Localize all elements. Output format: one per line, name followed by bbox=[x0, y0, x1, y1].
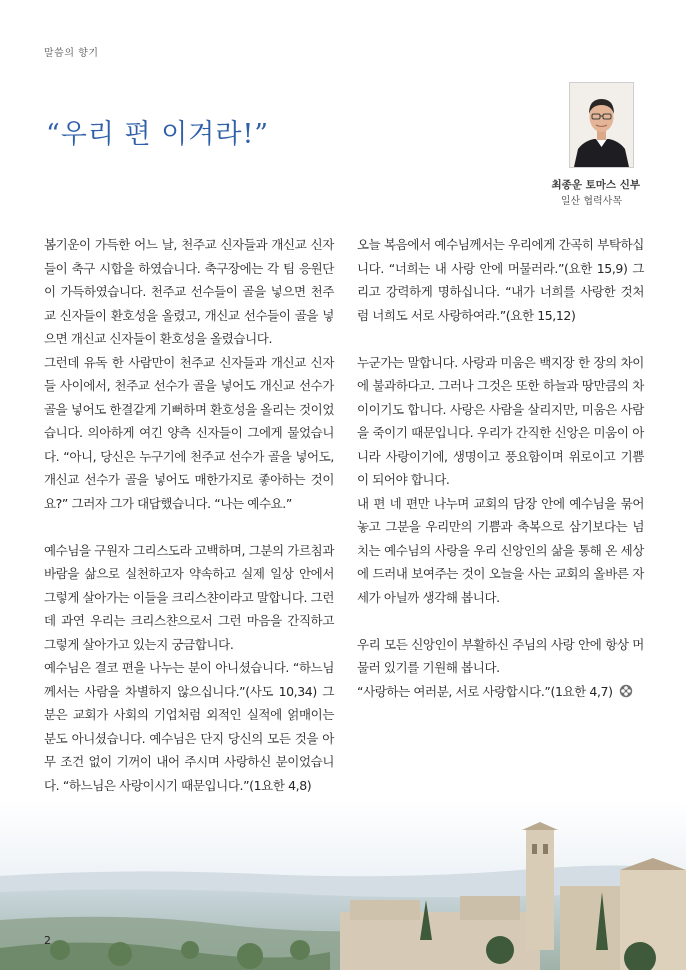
right-column bbox=[357, 233, 644, 703]
page-number: 2 bbox=[44, 934, 51, 947]
paragraph: 예수님을 구원자 그리스도라 고백하며, 그분의 가르침과 바람을 삶으로 실천하고자 약속하고 실제 일상 안에서 그렇게 살아가는 이들을 크리스챤이라고 말합니다. 그런데 과연 우리는 크리스챤으로서 그런 마음을 간직하고 그렇게 살아가고 있는지 궁금합니다. bbox=[44, 542, 334, 652]
section-label: 말씀의 향기 bbox=[44, 48, 99, 59]
left-column bbox=[44, 233, 334, 797]
paragraph: 그런데 유독 한 사람만이 천주교 신자들과 개신교 신자들 사이에서, 천주교 선수가 골을 넣어도 개신교 선수가 골을 넣어도 한결같게 기뻐하며 환호성을 올리는 것이었습니다. 의아하게 여긴 양측 신자들이 그에게 물었습니다. “아니, 당신은 누구기에 천주교 선수가 골을 넣어도, 개신교 선수가 골을 넣어도 매한가지로 좋아하는 것이요?” 그러자 그가 대답했습니다. “나는 예수요.” bbox=[44, 354, 334, 511]
article-title: “우리 편 이겨라!” bbox=[46, 119, 270, 150]
flower-end-mark-icon bbox=[619, 682, 633, 696]
paragraph: 예수님은 결코 편을 나누는 분이 아니셨습니다. “하느님께서는 사람을 차별하지 않으십니다.”(사도 10,34) 그분은 교회가 사회의 기업처럼 외적인 실적에 얽매이는 분도 아니셨습니다. 예수님은 단지 당신의 모든 것을 아무 조건 없이 기꺼이 내어 주시며 사랑하신 분이었습니다. “하느님은 사랑이시기 때문입니다.”(1요한 4,8) bbox=[44, 660, 334, 793]
author-role: 일산 협력사목 bbox=[560, 196, 622, 207]
paragraph: 누군가는 말합니다. 사랑과 미움은 백지장 한 장의 차이에 불과하다고. 그러나 그것은 또한 하늘과 땅만큼의 차이이기도 합니다. 사랑은 사람을 살리지만, 미움은 사람을 죽이기 때문입니다. 우리가 간직한 신앙은 미움이 아니라 사랑이기에, 생명이고 풍요함이며 위로이고 기쁨이 되어야 합니다. bbox=[357, 354, 644, 487]
paragraph: 오늘 복음에서 예수님께서는 우리에게 간곡히 부탁하십니다. “너희는 내 사랑 안에 머물러라.”(요한 15,9) 그리고 강력하게 명하십니다. “내가 너희를 사랑한 것처럼 너희도 서로 사랑하여라.”(요한 15,12) bbox=[357, 237, 644, 323]
assisi-landscape-image bbox=[0, 800, 686, 970]
author-portrait bbox=[569, 82, 634, 168]
closing-line bbox=[357, 680, 644, 704]
author-name: 최종운 토마스 신부 bbox=[551, 179, 640, 191]
paragraph: 내 편 네 편만 나누며 교회의 담장 안에 예수님을 묶어 놓고 그분을 우리만의 기쁨과 축복으로 삼기보다는 넘치는 예수님의 사랑을 우리 신앙인의 삶을 통해 온 세상에 드러내 보여주는 것이 오늘을 사는 교회의 올바른 자세가 아닐까 생각해 봅니다. bbox=[357, 495, 644, 605]
closing-quote: “사랑하는 여러분, 서로 사랑합시다.”(1요한 4,7) bbox=[357, 683, 613, 699]
paragraph: 봄기운이 가득한 어느 날, 천주교 신자들과 개신교 신자들이 축구 시합을 하였습니다. 축구장에는 각 팀 응원단이 가득하였습니다. 천주교 선수들이 골을 넣으면 천주교 신자들이 환호성을 올렸고, 개신교 선수들이 골을 넣으면 개신교 신자들이 환호성을 올렸습니다. bbox=[44, 237, 334, 346]
paragraph: 우리 모든 신앙인이 부활하신 주님의 사랑 안에 항상 머물러 있기를 기원해 봅니다. bbox=[357, 636, 644, 675]
